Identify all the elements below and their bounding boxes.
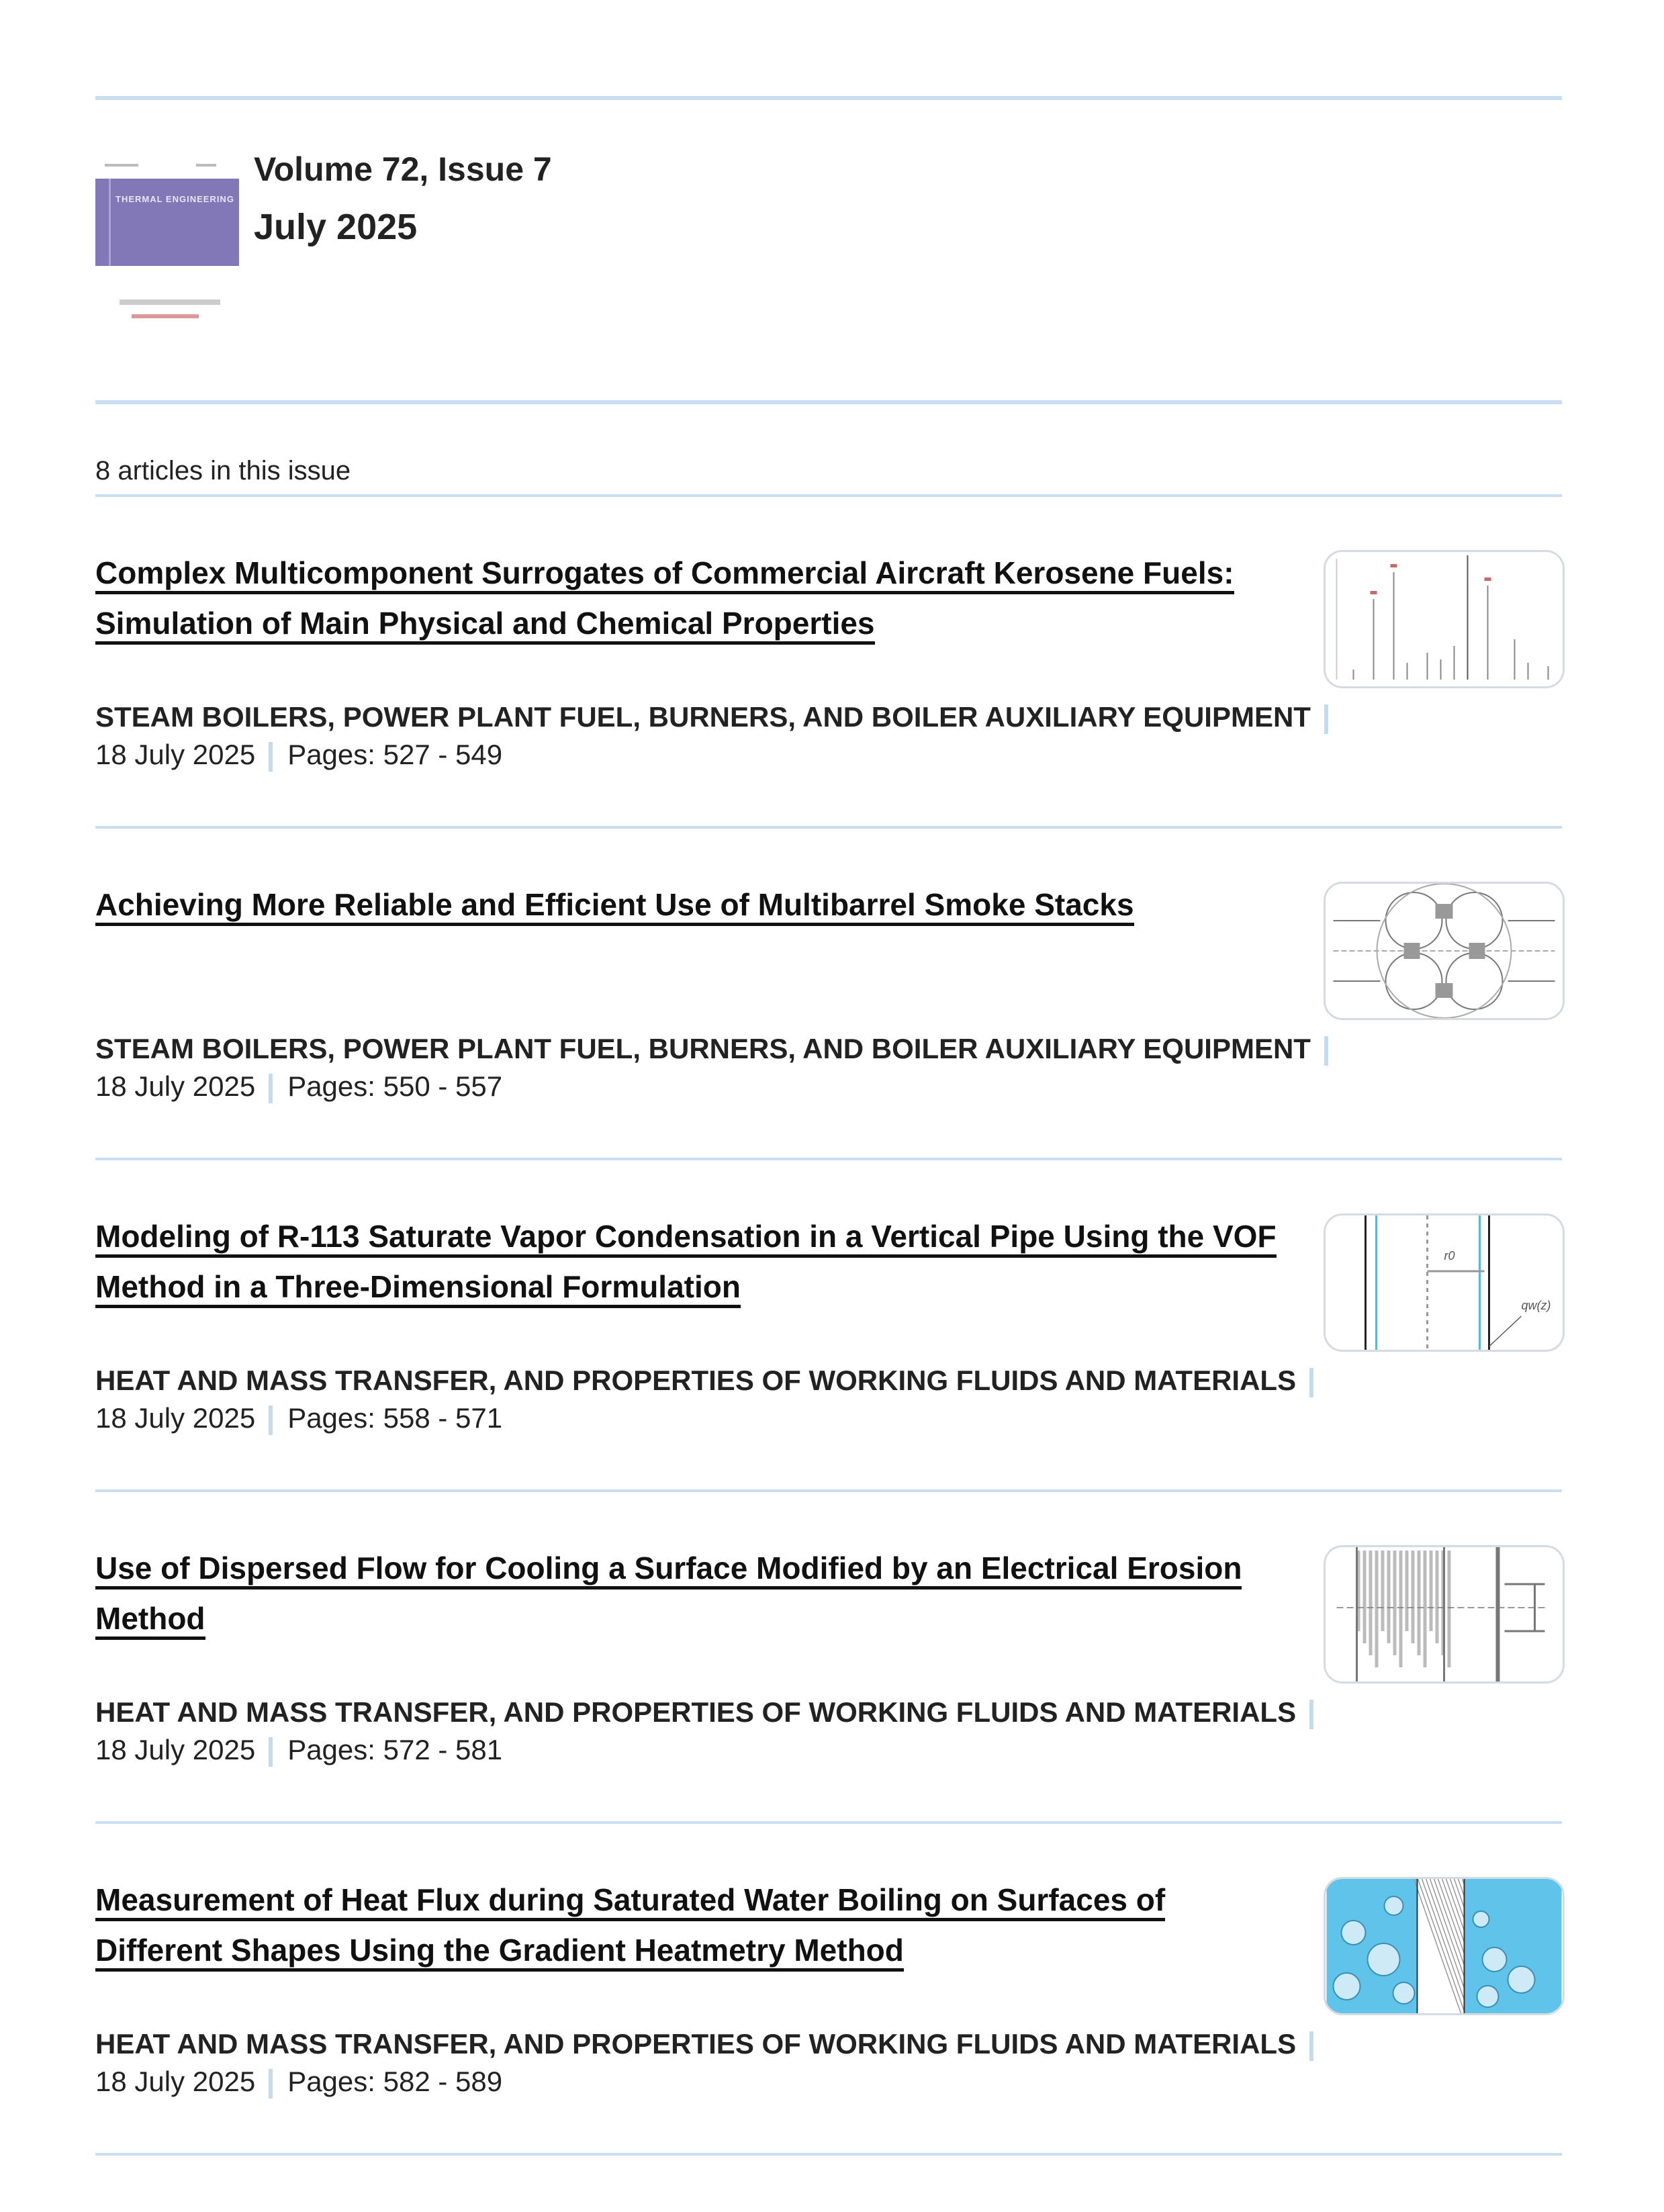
article-category [95, 1362, 1328, 1399]
issue-volume: Volume 72, Issue 7 [254, 150, 552, 188]
header-divider [95, 400, 1562, 404]
article-item [95, 1824, 1562, 2156]
article-pages: Pages: 550 - 557 [287, 1070, 503, 1102]
article-category [95, 2025, 1328, 2063]
separator [269, 1074, 273, 1103]
article-category-label: HEAT AND MASS TRANSFER, AND PROPERTIES OF WORKING FLUIDS AND MATERIALS [95, 1696, 1297, 1728]
article-title-link[interactable]: Achieving More Reliable and Efficient Use of Multibarrel Smoke Stacks [95, 887, 1134, 926]
article-item [95, 1492, 1562, 1824]
article-item [95, 829, 1562, 1160]
separator [269, 742, 273, 772]
article-pages: Pages: 527 - 549 [287, 739, 503, 770]
publisher-logo [120, 299, 220, 305]
separator [1324, 1036, 1328, 1066]
article-category-label: HEAT AND MASS TRANSFER, AND PROPERTIES OF WORKING FLUIDS AND MATERIALS [95, 2028, 1297, 2060]
article-meta [95, 736, 502, 774]
cover-title: THERMAL ENGINEERING [115, 194, 234, 204]
journal-cover-image[interactable] [95, 156, 239, 270]
article-title [95, 1543, 1277, 1644]
article-pages: Pages: 582 - 589 [287, 2066, 503, 2097]
article-item [95, 1160, 1562, 1492]
cover-meta [105, 164, 138, 167]
article-date: 18 July 2025 [95, 1402, 256, 1434]
article-category-label: STEAM BOILERS, POWER PLANT FUEL, BURNERS, AND BOILER AUXILIARY EQUIPMENT [95, 701, 1311, 733]
article-date: 18 July 2025 [95, 1734, 256, 1765]
article-title [95, 1875, 1277, 1976]
separator [269, 2069, 273, 2099]
article-date: 18 July 2025 [95, 2066, 256, 2097]
separator [1309, 1368, 1313, 1397]
article-category [95, 1694, 1328, 1731]
separator [1309, 1700, 1313, 1729]
article-meta [95, 1731, 502, 1769]
separator [269, 1405, 273, 1435]
article-meta [95, 2063, 502, 2101]
article-title [95, 880, 1277, 930]
springer-logo [132, 314, 199, 318]
article-category [95, 1030, 1343, 1068]
issue-date: July 2025 [254, 207, 418, 247]
article-category-label: HEAT AND MASS TRANSFER, AND PROPERTIES OF WORKING FLUIDS AND MATERIALS [95, 1365, 1297, 1396]
article-item [95, 497, 1562, 829]
article-title-link[interactable]: Use of Dispersed Flow for Cooling a Surface Modified by an Electrical Erosion Method [95, 1551, 1242, 1640]
separator [1324, 704, 1328, 734]
article-thumbnail[interactable] [1324, 550, 1565, 688]
top-divider [95, 96, 1562, 100]
article-meta [95, 1068, 502, 1105]
cover-band [95, 179, 239, 266]
article-date: 18 July 2025 [95, 1070, 256, 1102]
cover-spine [109, 179, 111, 266]
separator [269, 1737, 273, 1767]
svg-text:r0: r0 [1444, 1249, 1455, 1262]
article-meta [95, 1399, 502, 1437]
article-title-link[interactable]: Modeling of R-113 Saturate Vapor Condensation in a Vertical Pipe Using the VOF Method in a Three-Dimensional Formulation [95, 1219, 1277, 1308]
article-pages: Pages: 572 - 581 [287, 1734, 503, 1765]
article-thumbnail[interactable] [1324, 1545, 1565, 1684]
article-thumbnail[interactable] [1324, 1213, 1565, 1352]
article-title-link[interactable]: Complex Multicomponent Surrogates of Commercial Aircraft Kerosene Fuels: Simulation of Main Physical and Chemical Properties [95, 555, 1234, 645]
article-thumbnail[interactable] [1324, 1877, 1565, 2015]
article-thumbnail[interactable] [1324, 882, 1565, 1020]
article-category-label: STEAM BOILERS, POWER PLANT FUEL, BURNERS, AND BOILER AUXILIARY EQUIPMENT [95, 1033, 1311, 1064]
article-divider [95, 2153, 1562, 2156]
cover-meta [196, 164, 216, 167]
article-title [95, 548, 1277, 649]
article-category [95, 698, 1343, 736]
separator [1309, 2031, 1313, 2061]
article-date: 18 July 2025 [95, 739, 256, 770]
article-title [95, 1211, 1277, 1312]
article-pages: Pages: 558 - 571 [287, 1402, 503, 1434]
article-title-link[interactable]: Measurement of Heat Flux during Saturated Water Boiling on Surfaces of Different Shapes Using the Gradient Heatmetry Method [95, 1882, 1165, 1972]
article-count: 8 articles in this issue [95, 456, 351, 486]
svg-text:qw(z): qw(z) [1521, 1299, 1551, 1312]
